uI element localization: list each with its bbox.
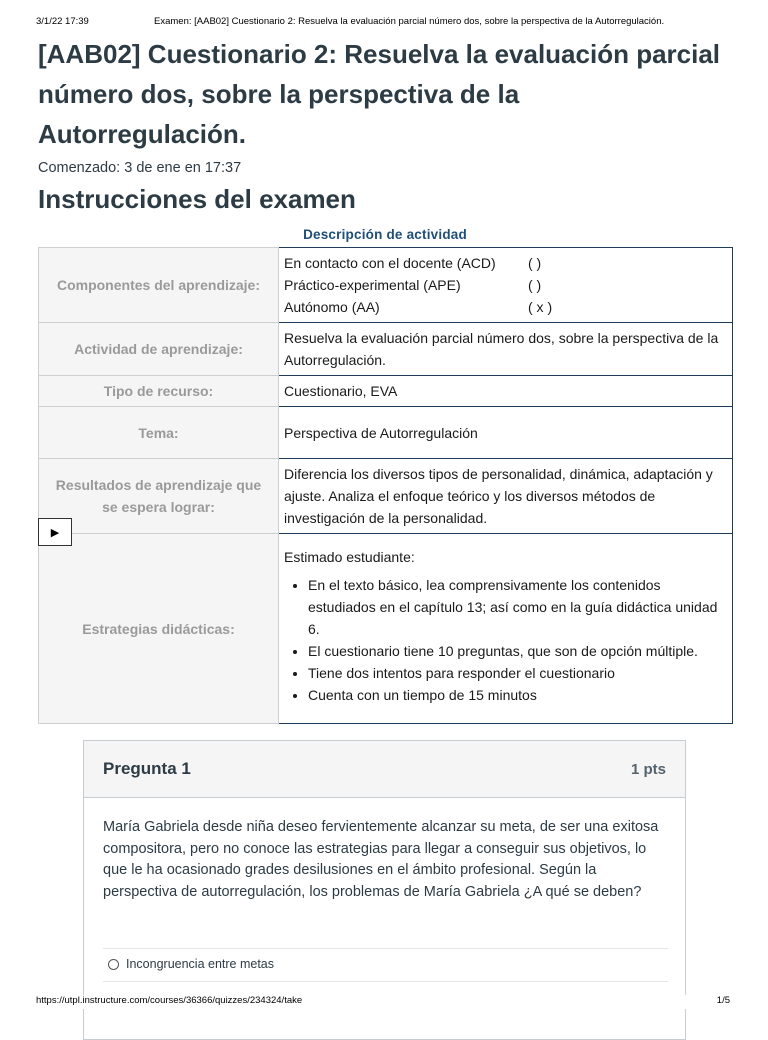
row-label-tema: Tema: — [39, 407, 279, 459]
print-url: https://utpl.instructure.com/courses/36366/quizzes/234324/take — [36, 995, 303, 1006]
table-row — [39, 407, 733, 459]
row-label-actividad: Actividad de aprendizaje: — [39, 323, 279, 376]
radio-button[interactable] — [108, 959, 119, 970]
row-label-componentes: Componentes del aprendizaje: — [39, 248, 279, 323]
table-row — [39, 323, 733, 376]
list-item: • Tiene dos intentos para responder el cuestionario — [308, 662, 726, 684]
answer-label: Incongruencia entre metas — [126, 957, 275, 971]
print-page-number: 1/5 — [716, 995, 730, 1006]
list-item: • El cuestionario tiene 10 preguntas, que son de opción múltiple. — [308, 640, 726, 662]
row-value-actividad: Resuelva la evaluación parcial número dos, sobre la perspectiva de la Autorregulación. — [279, 323, 733, 376]
row-label-recurso: Tipo de recurso: — [39, 376, 279, 407]
answer-option[interactable] — [108, 957, 274, 971]
print-footer — [36, 995, 732, 1009]
answer-divider — [103, 981, 668, 982]
activity-description-table — [38, 247, 733, 724]
row-value-componentes — [279, 248, 733, 323]
play-icon: ▶ — [50, 526, 60, 539]
activity-description-caption: Descripción de actividad — [303, 227, 467, 242]
list-item: • En el texto básico, lea comprensivamente los contenidos estudiados en el capítulo 13; así como en la guía didáctica unidad 6. — [308, 574, 726, 640]
strategies-list — [284, 574, 726, 706]
question-header — [84, 741, 685, 798]
component-line: En contacto con el docente (ACD) ( ) — [284, 255, 542, 271]
table-row — [39, 459, 733, 534]
list-item: • Cuenta con un tiempo de 15 minutos — [308, 684, 726, 706]
started-timestamp: Comenzado: 3 de ene en 17:37 — [38, 160, 242, 176]
print-datetime: 3/1/22 17:39 — [36, 16, 89, 27]
component-line: Autónomo (AA) ( x ) — [284, 299, 553, 315]
question-points: 1 pts — [630, 760, 666, 778]
play-button[interactable] — [38, 518, 72, 546]
instructions-heading: Instrucciones del examen — [38, 184, 356, 214]
print-page-title: Examen: [AAB02] Cuestionario 2: Resuelva la evaluación parcial número dos, sobre la perspectiva de la Autorregulación. — [154, 16, 665, 27]
question-text: María Gabriela desde niña deseo fervientemente alcanzar su meta, de ser una exitosa compositora, pero no conoce las estrategias para llegar a conseguir sus objetivos, lo que le ha ocasionado grades desilusiones en el ámbito profesional. Según la perspectiva de autorregulación, los problemas de María Gabriela ¿A qué se deben? — [103, 819, 659, 900]
table-row — [39, 376, 733, 407]
question-title: Pregunta 1 — [103, 759, 191, 778]
component-line: Práctico-experimental (APE) ( ) — [284, 277, 542, 293]
answer-divider — [103, 948, 668, 949]
strategies-intro: Estimado estudiante: — [284, 549, 415, 565]
table-row — [39, 248, 733, 323]
row-value-estrategias — [279, 534, 733, 724]
row-value-tema: Perspectiva de Autorregulación — [279, 407, 733, 459]
row-value-recurso: Cuestionario, EVA — [279, 376, 733, 407]
table-row — [39, 534, 733, 724]
row-label-resultados: Resultados de aprendizaje que se espera lograr: — [39, 459, 279, 534]
quiz-title: [AAB02] Cuestionario 2: Resuelva la evaluación parcial número dos, sobre la perspectiva de la Autorregulación. — [38, 39, 721, 149]
row-value-resultados: Diferencia los diversos tipos de personalidad, dinámica, adaptación y ajuste. Analiza el enfoque teórico y los diversos métodos de investigación de la personalidad. — [279, 459, 733, 534]
row-label-estrategias: Estrategias didácticas: — [39, 534, 279, 724]
